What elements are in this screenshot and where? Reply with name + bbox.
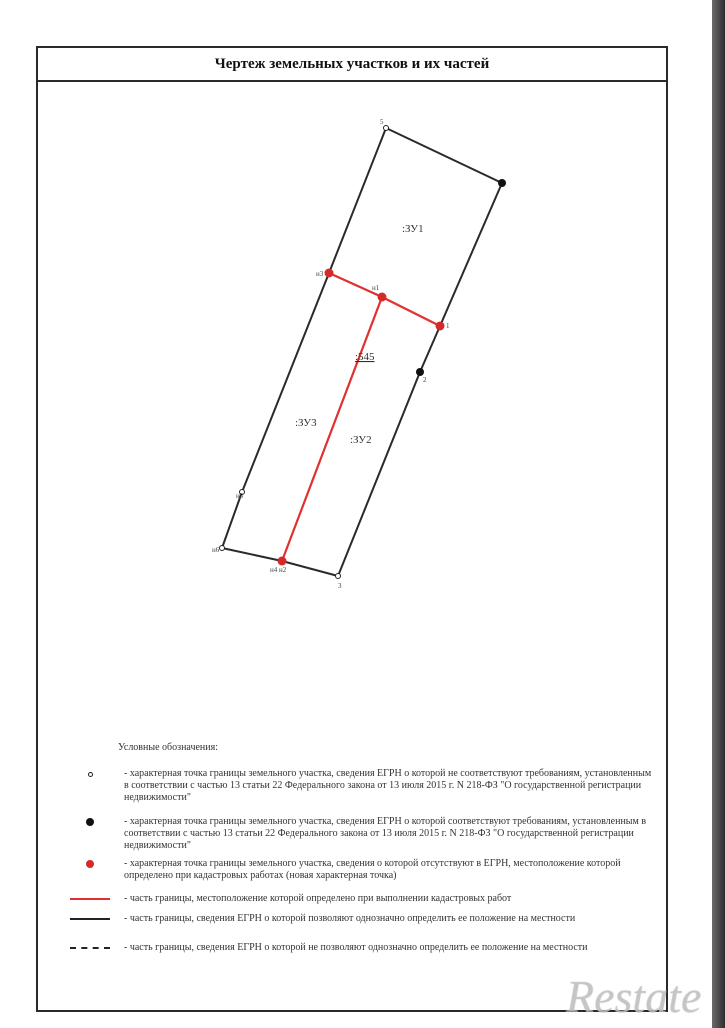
legend-text: - часть границы, местоположение которой определено при выполнении кадастровых работ (124, 893, 512, 904)
red-line-icon (68, 893, 112, 905)
legend-text: - часть границы, сведения ЕГРН о которой позволяют однозначно определить ее положение на местности (124, 913, 576, 924)
legend-text: - характерная точка границы земельного участка, сведения ЕГРН о которой соответствуют требованиям, установленным в соответствии с частью 13 статьи 22 Федерального закона от 13 июля 2015 г. N 218-ФЗ "О государственной регистрации недвижимости" (124, 816, 647, 851)
legend-text: - характерная точка границы земельного участка, сведения о которой отсутствуют в ЕГРН, местоположение которой определено при кадастровых работах (новая характерная точка) (124, 858, 621, 881)
black-line-icon (68, 913, 112, 925)
parcel-label-zu2: :ЗУ2 (350, 434, 372, 446)
point-label-mid-right: 1 (446, 322, 450, 330)
point-label-top: 5 (380, 118, 384, 126)
point-label-bottom-left: н6 (212, 546, 220, 554)
legend-heading: Условные обозначения: (118, 742, 219, 753)
legend-text: - характерная точка границы земельного участка, сведения ЕГРН о которой не соответствуют требованиям, установленным в соответствии с частью 13 статьи 22 Федерального закона от 13 июля 2015 г. N 218-ФЗ "О государственной регистрации недвижимости" (124, 768, 652, 803)
point-label-left-lower: н5 (236, 492, 244, 500)
point-label-bottom-center: н4 н2 (270, 566, 287, 574)
page-title: Чертеж земельных участков и их частей (214, 55, 490, 72)
open-point-icon (68, 768, 112, 780)
cadastral-label-545: :545 (355, 351, 375, 363)
black-point-icon (68, 816, 112, 828)
watermark-logo: Restate (566, 971, 702, 1022)
point-label-bottom-right: 3 (338, 582, 342, 590)
dashed-line-icon (68, 942, 112, 954)
point-label-mid-left: н3 (316, 270, 324, 278)
parcel-label-zu3: :ЗУ3 (295, 417, 317, 429)
point-label-right-lower: 2 (423, 376, 427, 384)
parcel-label-zu1: :ЗУ1 (402, 223, 424, 235)
red-point-icon (68, 858, 112, 870)
point-label-mid-center: н1 (372, 284, 380, 292)
legend-text: - часть границы, сведения ЕГРН о которой не позволяют однозначно определить ее положение на местности (124, 942, 588, 953)
